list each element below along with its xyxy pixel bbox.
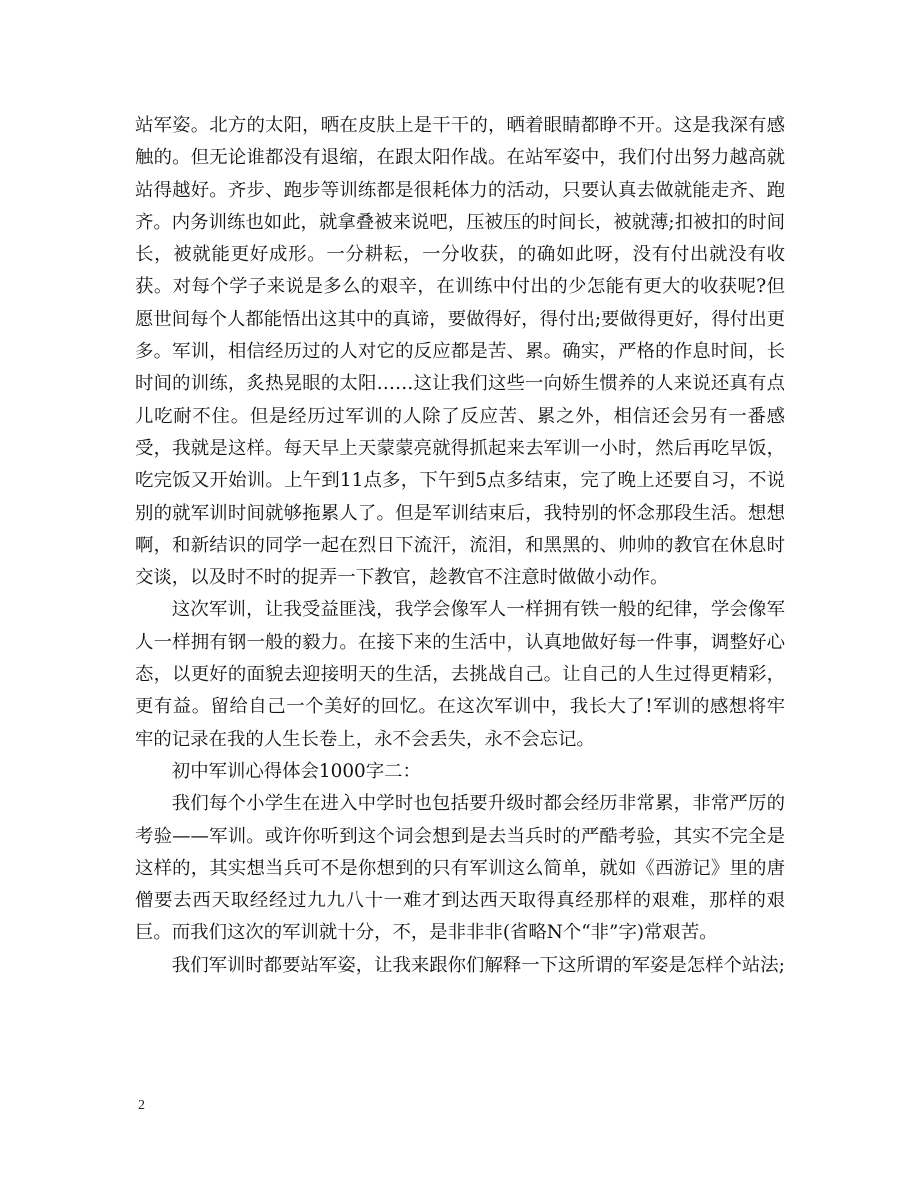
page-number: 2 bbox=[138, 1098, 145, 1113]
paragraph-1: 站军姿。北方的太阳，晒在皮肤上是干干的，晒着眼睛都睁不开。这是我深有感触的。但无论谁都没有退缩，在跟太阳作战。在站军姿中，我们付出努力越高就站得越好。齐步、跑步等训练都是很耗体力的活动，只要认真去做就能走齐、跑齐。内务训练也如此，就拿叠被来说吧，压被压的时间长，被就薄;扣被扣的时间长，被就能更好成形。一分耕耘，一分收获，的确如此呀，没有付出就没有收获。对每个学子来说是多么的艰辛，在训练中付出的少怎能有更大的收获呢?但愿世间每个人都能悟出这其中的真谛，要做得好，得付出;要做得更好，得付出更多。军训，相信经历过的人对它的反应都是苦、累。确实，严格的作息时间，长时间的训练，炙热晃眼的太阳……这让我们这些一向娇生惯养的人来说还真有点儿吃耐不住。但是经历过军训的人除了反应苦、累之外，相信还会另有一番感受，我就是这样。每天早上天蒙蒙亮就得抓起来去军训一小时，然后再吃早饭，吃完饭又开始训。上午到11点多，下午到5点多结束，完了晚上还要自习，不说别的就军训时间就够拖累人了。但是军训结束后，我特别的怀念那段生活。想想啊，和新结识的同学一起在烈日下流汗，流泪，和黑黑的、帅帅的教官在休息时交谈，以及时不时的捉弄一下教官，趁教官不注意时做做小动作。 bbox=[135, 115, 785, 589]
paragraph-2: 这次军训，让我受益匪浅，我学会像军人一样拥有铁一般的纪律，学会像军人一样拥有钢一般的毅力。在接下来的生活中，认真地做好每一件事，调整好心态，以更好的面貌去迎接明天的生活，去挑战自己。让自己的人生过得更精彩，更有益。留给自己一个美好的回忆。在这次军训中，我长大了!军训的感想将牢牢的记录在我的人生长卷上，永不会丢失，永不会忘记。 bbox=[135, 599, 785, 750]
section-heading: 初中军训心得体会1000字二： bbox=[171, 760, 421, 782]
paragraph-4: 我们军训时都要站军姿，让我来跟你们解释一下这所谓的军姿是怎样个站法; bbox=[171, 954, 785, 976]
paragraph-3: 我们每个小学生在进入中学时也包括要升级时都会经历非常累，非常严厉的考验——军训。或许你听到这个词会想到是去当兵时的严酷考验，其实不完全是这样的，其实想当兵可不是你想到的只有军训这么简单，就如《西游记》里的唐僧要去西天取经经过九九八十一难才到达西天取得真经那样的艰难，那样的艰巨。而我们这次的军训就十分，不，是非非非(省略N个“非”字)常艰苦。 bbox=[135, 793, 785, 944]
page-body bbox=[135, 110, 785, 982]
